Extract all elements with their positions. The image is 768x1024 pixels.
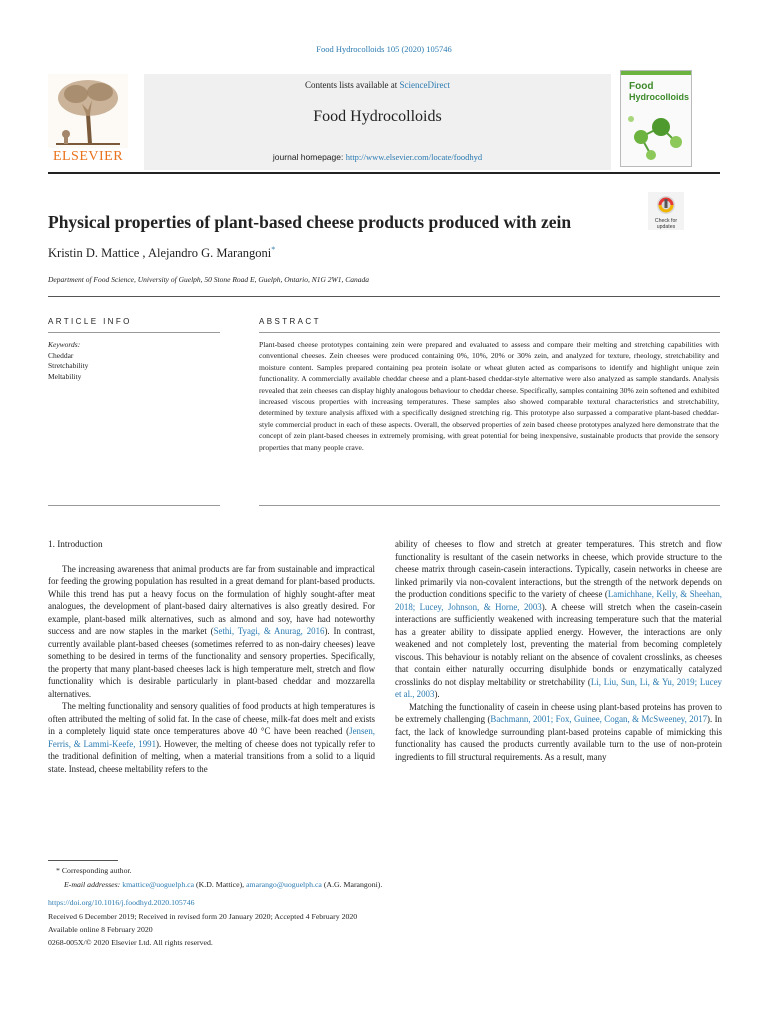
paragraph: ability of cheeses to flow and stretch at greater temperatures. This stretch and flow functionality is resultant of the casein networks in cheese, which provide structure to the cheese matrix through casein-casein interactions. Typically, casein networks in cheese are linked primarily via non-covalent interactions, but the strength of the network depends on the production conditions specific to the variety of cheese (Lamichhane, Kelly, & Sheehan, 2018; Lucey, Johnson, & Horne, 2003). A cheese will stretch when the casein-casein interactions are sufficiently weakened with increasing temperature such that the material has a greater ability to dissipate applied energy. However, the interactions are only weakened and not completely lost, preventing the material from becoming completely viscous. This behaviour is notably reliant on the absence of covalent crosslinks, as cheeses that contain either naturally occurring disulphide bonds or enzymatically catalyzed crosslinks do not display meltability or stretchability (Li, Liu, Sun, Li, & Yu, 2019; Lucey et al., 2003). bbox=[395, 539, 722, 699]
badge-text-line2: updates bbox=[656, 224, 676, 230]
email-owner: (A.G. Marangoni). bbox=[321, 880, 383, 889]
cover-top-strip bbox=[621, 71, 691, 75]
article-info-heading: ARTICLE INFO bbox=[48, 317, 132, 326]
abstract-text: Plant-based cheese prototypes containing zein were prepared and evaluated to assess and compare their melting and stretching capabilities with conventional cheeses. Zein cheeses were produced containing 0%, 10%, 20% or 30% zein, and analyzed for texture, rheology, stretchability and moisture content. Samples prepared containing pea protein isolate or wheat gluten acted as comparisons to identify and highlight unique zein functionality. A commercially available cheddar cheese and a plant-based cheddar-style alternative were also analyzed as sample standards. Analysis revealed that zein cheeses can display highly analogous behaviour to cheddar cheese. Specifically, samples containing 30% zein softened and exhibited increased viscous properties with increasing temperatures. These samples also showed comparable textural characteristics and stretchability, determined by texture analysis affixed with a specifically designed stretching rig. This prototype also surpassed a comparative plant-based cheddar-style commercial product in each of these aspects. Overall, the observed properties of zein based cheese prototypes analyzed here demonstrate that the concept of zein plant-based cheeses in extremely promising, with great potential for being inexpensive, sustainable products that provide the sensory properties that many people crave. bbox=[259, 340, 719, 452]
email-owner: (K.D. Mattice), bbox=[194, 880, 247, 889]
corresponding-author-mark[interactable]: * bbox=[271, 245, 276, 254]
keywords-label: Keywords: bbox=[48, 340, 81, 349]
homepage-link[interactable]: http://www.elsevier.com/locate/foodhyd bbox=[345, 152, 483, 162]
citation-link[interactable]: Bachmann, 2001; Fox, Guinee, Cogan, & McSweeney, 2017 bbox=[490, 714, 708, 724]
footnote-emails bbox=[64, 880, 382, 889]
journal-name: Food Hydrocolloids bbox=[313, 108, 442, 125]
paragraph: Matching the functionality of casein in cheese using plant-based proteins has proven to be extremely challenging (Bachmann, 2001; Fox, Guinee, Cogan, & McSweeney, 2017). In fact, the lack of knowledge surrounding plant-based proteins capable of mimicking this functionality has caused the products currently available turn to the use of non-protein ingredients to fill structural requirements. As a result, many bbox=[395, 701, 722, 762]
homepage-line bbox=[144, 152, 611, 162]
article-title: Physical properties of plant-based cheese products produced with zein bbox=[48, 212, 572, 232]
abstract-bottom-rule bbox=[259, 505, 720, 506]
available-online-date: Available online 8 February 2020 bbox=[48, 925, 153, 934]
received-dates: Received 6 December 2019; Received in revised form 20 January 2020; Accepted 4 February 2020 bbox=[48, 912, 358, 921]
keyword-item: Cheddar bbox=[48, 350, 74, 360]
section-heading-introduction: 1. Introduction bbox=[48, 539, 103, 549]
keyword-item: Stretchability bbox=[48, 361, 89, 370]
check-for-updates-badge[interactable] bbox=[648, 192, 684, 230]
header-rule bbox=[48, 172, 720, 174]
copyright-line: 0268-005X/© 2020 Elsevier Ltd. All rights reserved. bbox=[48, 938, 213, 947]
elsevier-wordmark: ELSEVIER bbox=[52, 149, 124, 164]
affiliation: Department of Food Science, University of Guelph, 50 Stone Road E, Guelph, Ontario, N1G 2W1, Canada bbox=[48, 275, 369, 284]
email-link-marangoni[interactable]: amarango@uoguelph.ca bbox=[246, 880, 322, 889]
citation-link[interactable]: Sethi, Tyagi, & Anurag, 2016 bbox=[213, 626, 325, 636]
article-info-rule bbox=[48, 332, 220, 333]
abstract-heading: ABSTRACT bbox=[259, 317, 321, 326]
body-column-right bbox=[395, 538, 722, 763]
citation-link[interactable]: Jensen, Ferris, & Lammi-Keefe, 1991 bbox=[48, 726, 375, 749]
footnote-corresponding-author: * Corresponding author. bbox=[56, 866, 132, 875]
paragraph: The increasing awareness that animal products are far from sustainable and impractical for feeding the growing population has resulted in a great demand for plant-based products. While this trend has put a heavy focus on the formulation of highly sought-after meat analogues, the development of plant-based dairy alternatives is also greatly desired. For example, plant-based milk alternatives, such as almond and soy, have had noteworthy success and are now staples in the market (Sethi, Tyagi, & Anurag, 2016). In contrast, currently available plant-based cheeses (sometimes referred to as non-dairy cheeses) leave something to be desired in terms of the functionality and sensory properties. Specifically, the property that many plant-based cheeses lack is high temperature melt, stretch and flow functionality which is desirable particularly in plant-based cheddar and mozzarella alternatives. bbox=[48, 563, 375, 699]
keywords-block bbox=[48, 340, 88, 382]
doi-link[interactable]: https://doi.org/10.1016/j.foodhyd.2020.105746 bbox=[48, 898, 195, 907]
sciencedirect-link[interactable]: ScienceDirect bbox=[399, 80, 450, 90]
author-names: Kristin D. Mattice , Alejandro G. Marangoni bbox=[48, 246, 272, 261]
email-label: E-mail addresses: bbox=[64, 880, 121, 889]
paragraph: The melting functionality and sensory qualities of food products at high temperatures is often attributed the melting of solid fat. In the case of cheese, milk-fat does melt and exists in a completely liquid state once temperatures above 40 °C have been reached (Jensen, Ferris, & Lammi-Keefe, 1991). However, the melting of cheese does not typically refer to the traditional definition of melting, when a material transitions from a solid to a liquid state. Instead, cheese meltability refers to the bbox=[48, 701, 376, 774]
contents-line bbox=[144, 80, 611, 90]
abstract-rule bbox=[259, 332, 720, 333]
citation-link[interactable]: Li, Liu, Sun, Li, & Yu, 2019; Lucey et al., 2003 bbox=[395, 676, 722, 699]
keyword-item: Meltability bbox=[48, 371, 82, 381]
homepage-label: journal homepage: bbox=[272, 152, 346, 162]
journal-cover-thumbnail[interactable] bbox=[620, 70, 692, 167]
cover-title-line1: Food bbox=[629, 81, 654, 92]
journal-citation[interactable]: Food Hydrocolloids 105 (2020) 105746 bbox=[316, 44, 452, 54]
article-info-bottom-rule bbox=[48, 505, 220, 506]
email-link-mattice[interactable]: kmattice@uoguelph.ca bbox=[122, 880, 195, 889]
body-column-left bbox=[48, 538, 375, 775]
title-rule bbox=[48, 296, 720, 297]
badge-text-line1: Check for bbox=[654, 218, 678, 224]
citation-link[interactable]: Lamichhane, Kelly, & Sheehan, 2018; Lucey, Johnson, & Horne, 2003 bbox=[395, 589, 722, 612]
cover-molecule-graphic bbox=[621, 107, 691, 165]
author-list bbox=[48, 245, 275, 261]
contents-prefix: Contents lists available at bbox=[305, 80, 400, 90]
footnote-rule bbox=[48, 860, 118, 861]
cover-title-line2: Hydrocolloids bbox=[629, 92, 690, 102]
